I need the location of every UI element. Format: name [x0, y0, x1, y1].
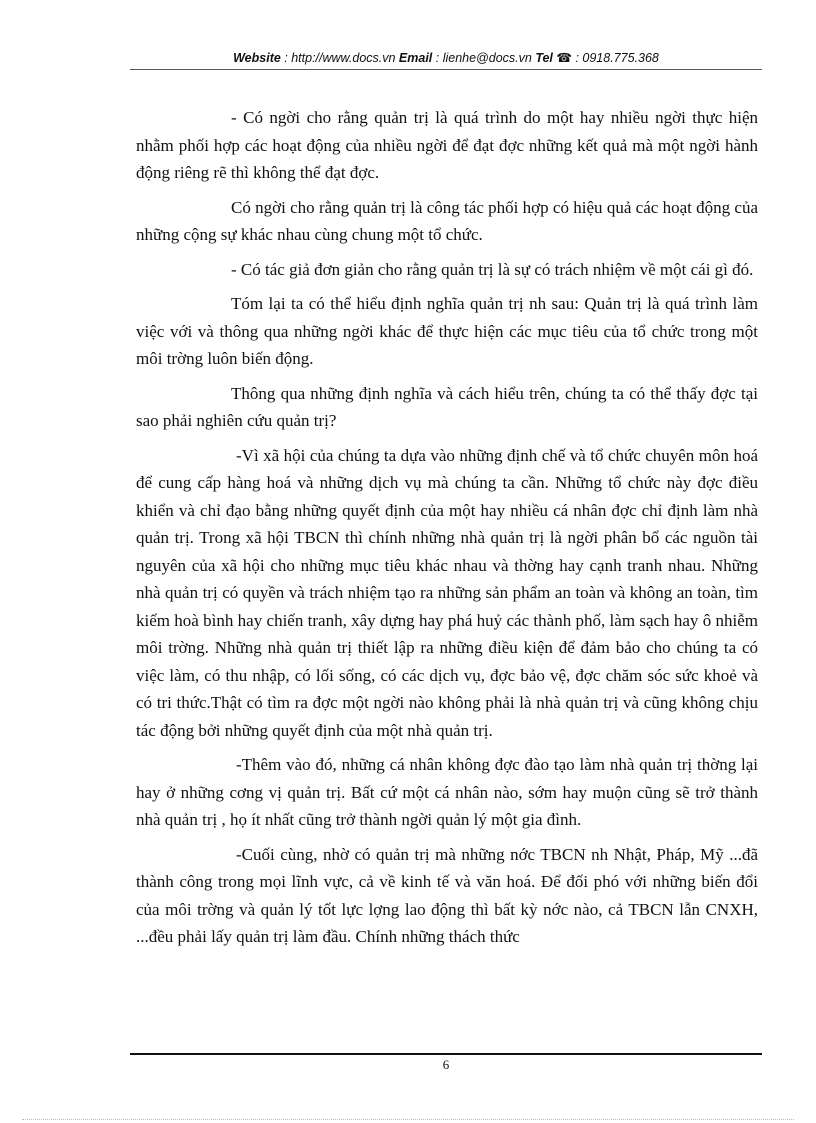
page-header — [130, 50, 762, 65]
tel-value: : 0918.775.368 — [571, 51, 659, 65]
page-number: 6 — [442, 1057, 450, 1072]
phone-icon: ☎ — [556, 51, 572, 65]
paragraph: - Có tác giả đơn giản cho rằng quản trị là sự có trách nhiệm về một cái gì đó. — [231, 259, 754, 279]
paragraph: -Thêm vào đó, những cá nhân không đợc đào tạo làm nhà quản trị thờng lại hay ở những cơng vị quản trị. Bất cứ một cá nhân nào, sớm hay muộn cũng sẽ trở thành nhà quản trị , họ ít nhất cũng trở thành ngời quản lý một gia đình. — [136, 755, 758, 829]
tel-label: Tel — [535, 51, 553, 65]
website-value: : http://www.docs.vn — [280, 51, 399, 65]
email-value: : lienhe@docs.vn — [432, 51, 536, 65]
paragraph: Có ngời cho rằng quản trị là công tác phối hợp có hiệu quả các hoạt động của những cộng sự khác nhau cùng chung một tổ chức. — [136, 197, 758, 244]
document-body — [136, 104, 758, 958]
email-label: Email — [398, 51, 433, 65]
header-divider — [130, 69, 762, 70]
paragraph: Tóm lại ta có thể hiểu định nghĩa quản trị nh sau: Quản trị là quá trình làm việc với và thông qua những ngời khác để thực hiện các mục tiêu của tổ chức trong một môi trờng luôn biến động. — [136, 294, 758, 368]
page-bottom-border — [22, 1119, 794, 1120]
paragraph: - Có ngời cho rằng quản trị là quá trình do một hay nhiều ngời thực hiện nhằm phối hợp các hoạt động của nhiều ngời để đạt đợc những kết quả mà một ngời hành động riêng rẽ thì không thể đạt đợc. — [136, 108, 758, 182]
paragraph: Thông qua những định nghĩa và cách hiểu trên, chúng ta có thể thấy đợc tại sao phải nghiên cứu quản trị? — [136, 383, 758, 430]
website-label: Website — [233, 51, 281, 65]
paragraph: -Vì xã hội của chúng ta dựa vào những định chế và tổ chức chuyên môn hoá để cung cấp hàng hoá và những dịch vụ mà chúng ta cần. Những tổ chức này đợc điều khiển và chỉ đạo bằng những quyết định của một hay nhiều cá nhân đợc chỉ định làm nhà quản trị. Trong xã hội TBCN thì chính những nhà quản trị là ngời phân bổ các nguồn tài nguyên của xã hội cho những mục tiêu khác nhau và thờng hay cạnh tranh nhau. Những nhà quản trị có quyền và trách nhiệm tạo ra những sản phẩm an toàn và không an toàn, tìm kiếm hoà bình hay chiến tranh, xây dựng hay phá huỷ các thành phố, làm sạch hay ô nhiễm môi trờng. Những nhà quản trị thiết lập ra những điều kiện để đảm bảo cho chúng ta có việc làm, có thu nhập, có lối sống, có các dịch vụ, đợc bảo vệ, đợc chăm sóc sức khoẻ và có tri thức.Thật có tìm ra đợc một ngời nào không phải là nhà quản trị và cũng không chịu tác động bởi những quyết định của một nhà quản trị. — [136, 445, 758, 740]
paragraph: -Cuối cùng, nhờ có quản trị mà những nớc TBCN nh Nhật, Pháp, Mỹ ...đã thành công trong mọi lĩnh vực, cả về kinh tế và văn hoá. Để đối phó với những biến đổi của môi trờng và quản lý tốt lực lợng lao động thì bất kỳ nớc nào, cả TBCN lẫn CNXH, ...đều phải lấy quản trị làm đầu. Chính những thách thức — [136, 844, 758, 946]
footer-divider — [130, 1053, 762, 1055]
